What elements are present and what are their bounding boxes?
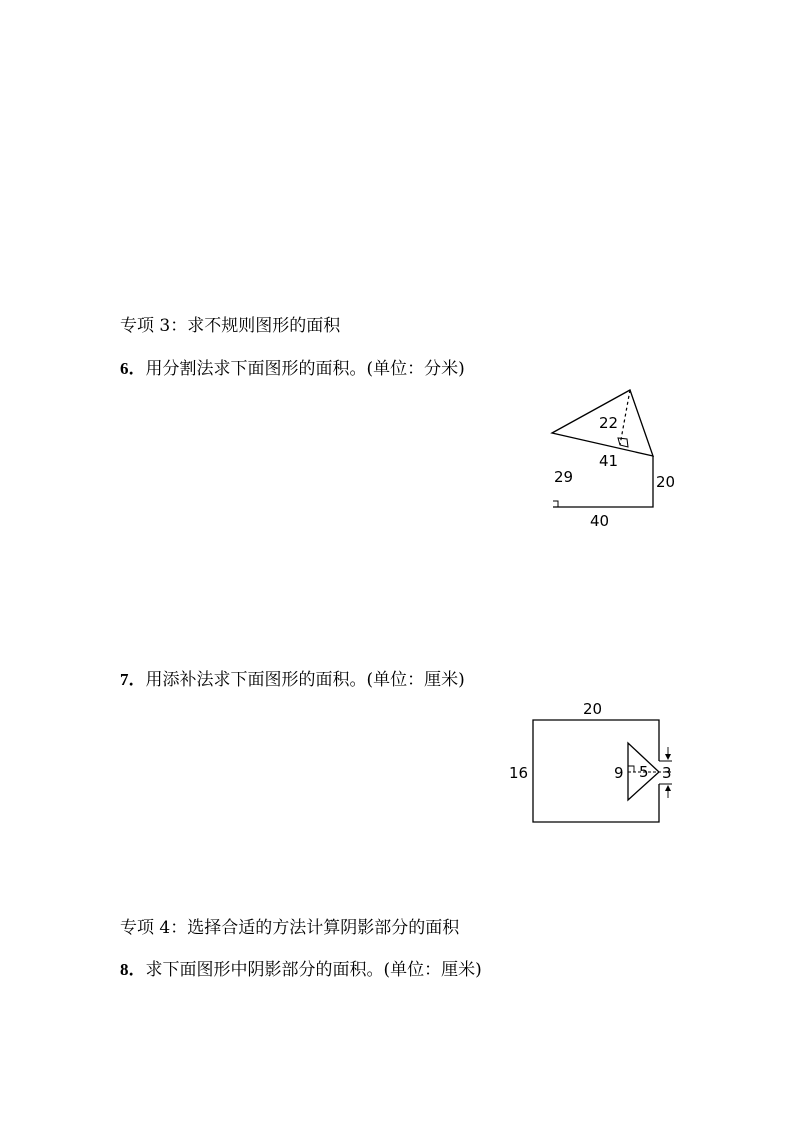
p7-arrow-bottom-head — [665, 785, 671, 791]
p7-arrow-top-head — [665, 754, 671, 760]
p6-label-height: 22 — [599, 414, 619, 432]
p6-label-left: 29 — [554, 468, 574, 486]
section-4-heading: 专项 4：选择合适的方法计算阴影部分的面积 — [120, 918, 460, 938]
p7-label-left: 16 — [509, 764, 529, 782]
problem-7 — [120, 670, 465, 690]
problem-6-figure — [540, 380, 690, 530]
p6-label-right: 20 — [656, 473, 676, 491]
problem-8 — [120, 960, 482, 980]
p6-label-bottom: 40 — [590, 512, 610, 530]
p6-right-angle-mark — [618, 438, 628, 447]
problem-6 — [120, 359, 465, 379]
problem-6-text: 用分割法求下面图形的面积。(单位：分米) — [145, 359, 465, 379]
problem-8-number: 8． — [120, 960, 146, 979]
p7-label-gap: 3 — [662, 764, 672, 782]
p7-label-tri-height: 5 — [639, 763, 649, 781]
problem-7-text: 用添补法求下面图形的面积。(单位：厘米) — [145, 670, 465, 690]
problem-7-figure — [500, 695, 690, 830]
section-3-heading: 专项 3：求不规则图形的面积 — [120, 316, 341, 336]
problem-7-number: 7． — [120, 670, 146, 689]
problem-6-number: 6． — [120, 359, 146, 378]
p6-corner-mark — [553, 501, 558, 507]
p6-label-base: 41 — [599, 452, 619, 470]
problem-8-text: 求下面图形中阴影部分的面积。(单位：厘米) — [145, 960, 482, 980]
p6-height-dashed — [620, 390, 630, 445]
p7-label-top: 20 — [583, 700, 603, 718]
p7-right-angle-mark — [628, 766, 634, 772]
p7-label-tri-base: 9 — [614, 764, 624, 782]
